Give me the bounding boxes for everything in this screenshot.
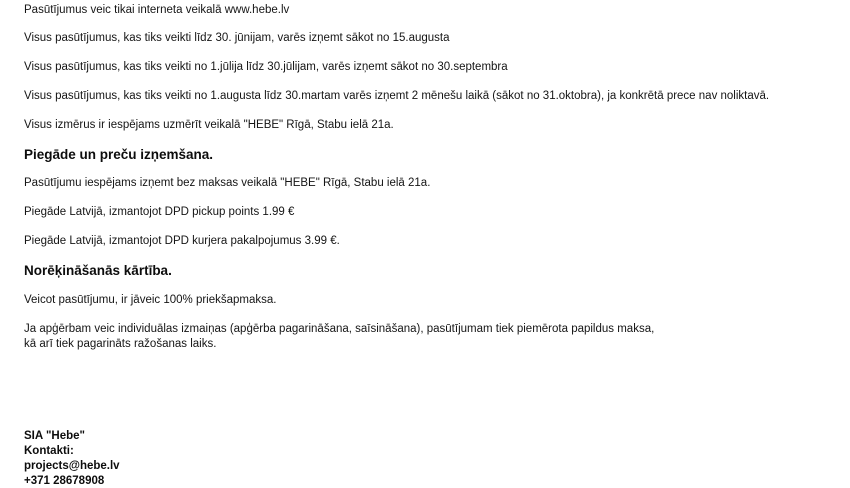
payment-alterations-line1: Ja apģērbam veic individuālas izmaiņas (apģērba pagarināšana, saīsināšana), pasūtījumam tiek piemērota papildus maksa, [24,323,655,335]
footer-company-name: SIA "Hebe" [24,430,85,442]
orders-sizes-text: Visus izmērus ir iespējams uzmērīt veikalā "HEBE" Rīgā, Stabu ielā 21a. [24,119,394,131]
delivery-heading: Piegāde un preču izņemšana. [24,147,214,162]
orders-intro-text: Pasūtījumus veic tikai interneta veikalā www.hebe.lv [24,4,290,16]
payment-prepayment-text: Veicot pasūtījumu, ir jāveic 100% priekšapmaksa. [24,294,277,306]
payment-alterations-line2: kā arī tiek pagarināts ražošanas laiks. [24,338,217,350]
footer-contacts-label: Kontakti: [24,445,74,457]
orders-june-text: Visus pasūtījumus, kas tiks veikti līdz 30. jūnijam, varēs izņemt sākot no 15.augusta [24,32,450,44]
orders-july-text: Visus pasūtījumus, kas tiks veikti no 1.jūlija līdz 30.jūlijam, varēs izņemt sākot no 30.septembra [24,61,508,73]
footer-email-link[interactable]: projects@hebe.lv [24,460,120,472]
delivery-dpd-courier-text: Piegāde Latvijā, izmantojot DPD kurjera pakalpojumus 3.99 €. [24,235,340,247]
payment-heading: Norēķināšanās kārtība. [24,263,172,278]
delivery-store-pickup-text: Pasūtījumu iespējams izņemt bez maksas veikalā "HEBE" Rīgā, Stabu ielā 21a. [24,177,431,189]
orders-august-text: Visus pasūtījumus, kas tiks veikti no 1.augusta līdz 30.martam varēs izņemt 2 mēnešu laikā (sākot no 31.oktobra), ja konkrētā prece nav noliktavā. [24,90,770,102]
footer-phone-link[interactable]: +371 28678908 [24,475,105,487]
delivery-dpd-pickup-text: Piegāde Latvijā, izmantojot DPD pickup points 1.99 € [24,206,295,218]
